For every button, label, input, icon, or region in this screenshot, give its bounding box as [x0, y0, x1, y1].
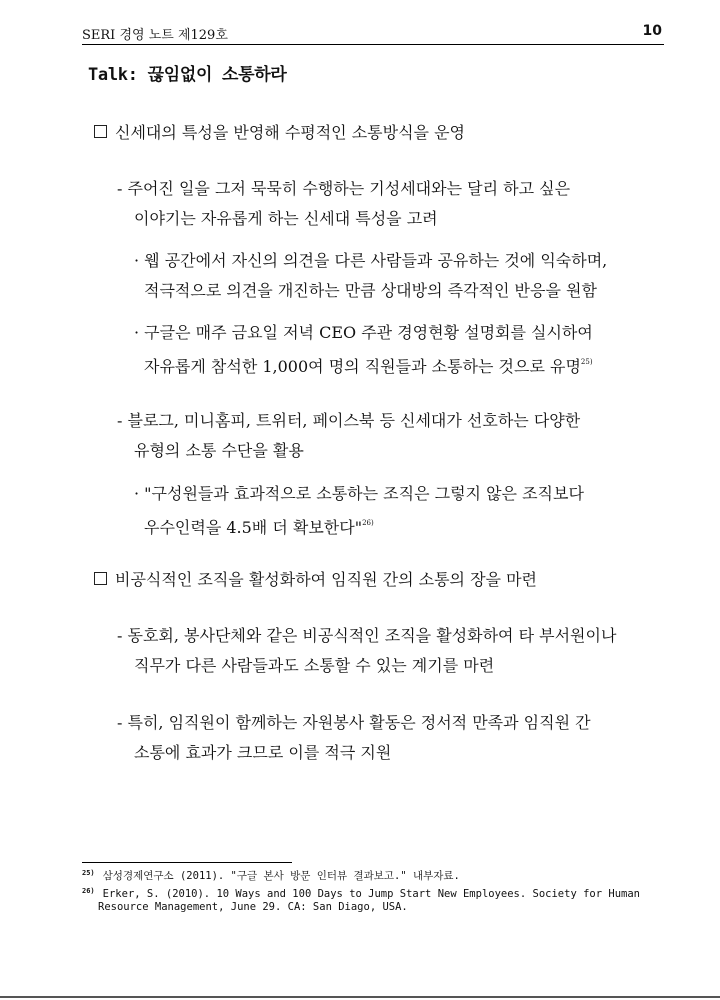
section-title: Talk: 끊임없이 소통하라 — [88, 65, 287, 85]
footnote-divider — [82, 862, 292, 863]
page-header — [82, 22, 664, 45]
checkbox-square-icon — [94, 572, 107, 585]
checkbox-square-icon — [94, 125, 107, 138]
page-bottom-border — [0, 996, 720, 998]
page-number: 10 — [642, 23, 662, 39]
footnote-reference: 25) — [580, 358, 593, 366]
dash-item-line: 이야기는 자유롭게 하는 신세대 특성을 고려 — [134, 209, 438, 228]
bullet-item-line — [144, 508, 374, 543]
bullet-item-line: · 웹 공간에서 자신의 의견을 다른 사람들과 공유하는 것에 익숙하며, — [134, 251, 608, 270]
bullet-item-line: 적극적으로 의견을 개진하는 만큼 상대방의 즉각적인 반응을 원함 — [144, 281, 597, 300]
dash-item-line: 유형의 소통 수단을 활용 — [134, 441, 304, 460]
dash-item-line: - 주어진 일을 그저 묵묵히 수행하는 기성세대와는 달리 하고 싶은 — [117, 179, 571, 198]
bullet-item-line: · "구성원들과 효과적으로 소통하는 조직은 그렇지 않은 조직보다 — [134, 484, 584, 503]
footnote-number: 25) — [82, 869, 95, 877]
bullet-item-line: · 구글은 매주 금요일 저녁 CEO 주관 경영현황 설명회를 실시하여 — [134, 323, 593, 342]
footnote-text: 삼성경제연구소 (2011). "구글 본사 방문 인터뷰 결과보고." 내부자료. — [102, 870, 460, 882]
publication-title: SERI 경영 노트 제129호 — [82, 28, 228, 43]
bullet-item-text: 자유롭게 참석한 1,000여 명의 직원들과 소통하는 것으로 유명 — [144, 357, 581, 376]
bullet-item-line — [144, 347, 593, 382]
bullet-item-text: 우수인력을 4.5배 더 확보한다" — [144, 518, 363, 537]
dash-item-line: - 블로그, 미니홈피, 트위터, 페이스북 등 신세대가 선호하는 다양한 — [117, 411, 581, 430]
section-heading-2 — [94, 564, 537, 595]
footnote-26-continuation: Resource Management, June 29. CA: San Diago, USA. — [98, 901, 408, 913]
section-heading-text: 비공식적인 조직을 활성화하여 임직원 간의 소통의 장을 마련 — [115, 570, 538, 589]
section-heading-text: 신세대의 특성을 반영해 수평적인 소통방식을 운영 — [115, 123, 466, 142]
footnote-text: Erker, S. (2010). 10 Ways and 100 Days to Jump Start New Employees. Society for Human — [102, 888, 640, 900]
dash-item-line: - 특히, 임직원이 함께하는 자원봉사 활동은 정서적 만족과 임직원 간 — [117, 713, 591, 732]
section-heading-1 — [94, 117, 465, 148]
footnote-25 — [82, 866, 460, 884]
footnote-number: 26) — [82, 887, 95, 895]
dash-item-line: 직무가 다른 사람들과도 소통할 수 있는 계기를 마련 — [134, 656, 495, 675]
footnote-reference: 26) — [362, 519, 374, 527]
dash-item-line: - 동호회, 봉사단체와 같은 비공식적인 조직을 활성화하여 타 부서원이나 — [117, 626, 617, 645]
dash-item-line: 소통에 효과가 크므로 이를 적극 지원 — [134, 743, 392, 762]
